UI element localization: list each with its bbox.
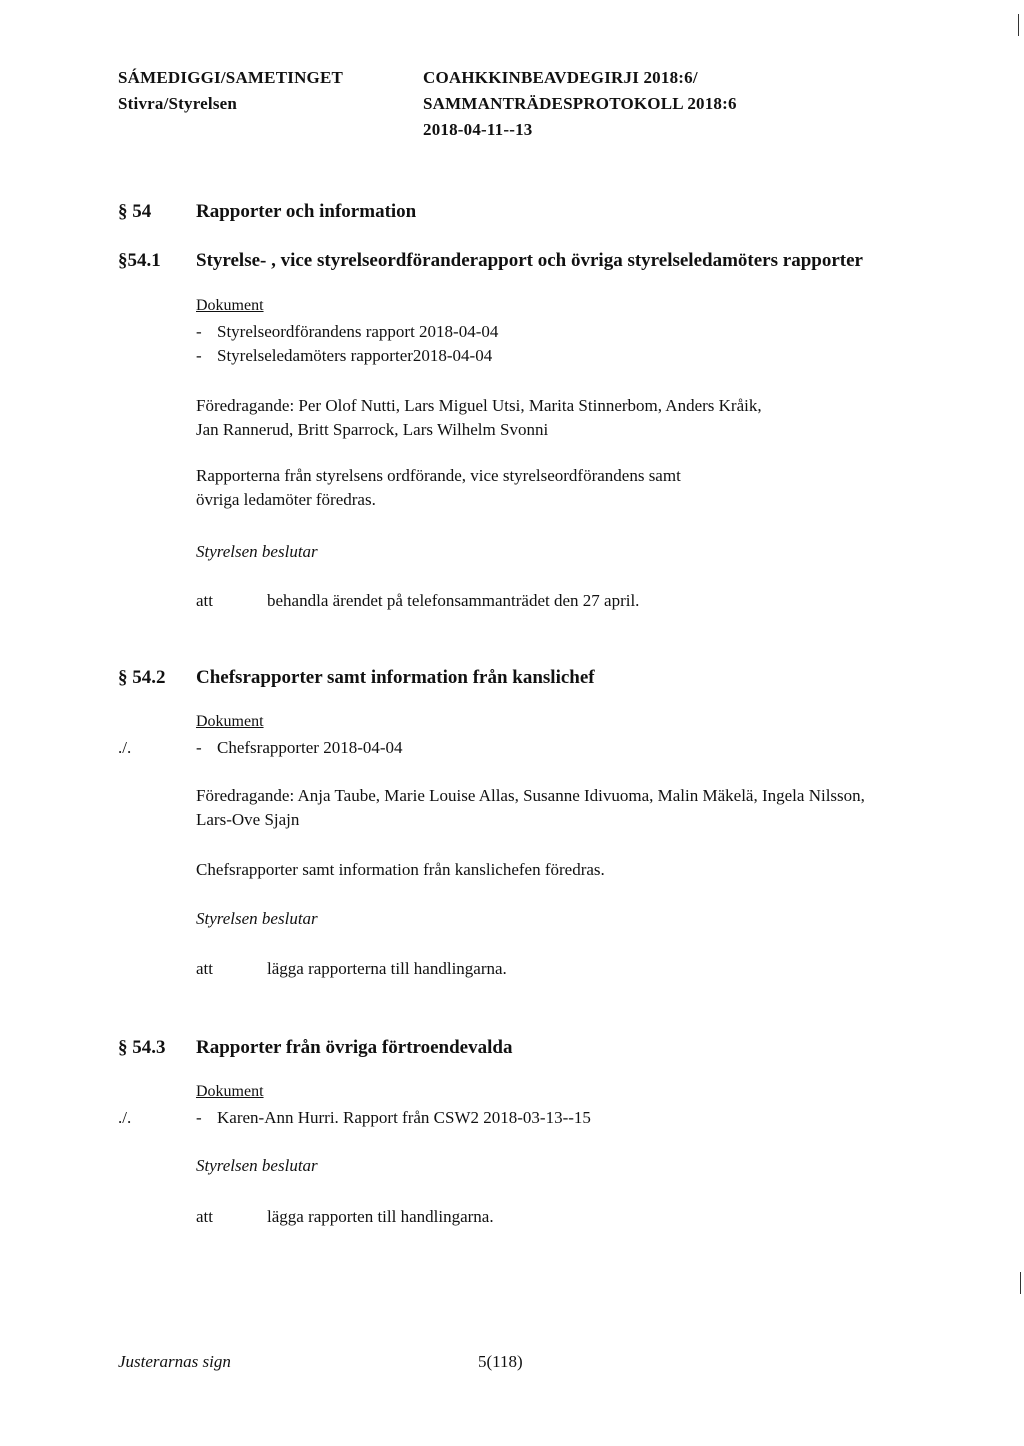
document-dash: - [196, 1108, 202, 1127]
page-number: 5(118) [478, 1352, 523, 1371]
organization-name: SÁMEDIGGI/SAMETINGET [118, 68, 344, 87]
subsection-title: Rapporter från övriga förtroendevalda [196, 1037, 513, 1058]
document-item: Styrelseledamöters rapporter2018-04-04 [217, 346, 493, 365]
presenters-line: Föredragande: Per Olof Nutti, Lars Miguel Utsi, Marita Stinnerbom, Anders Kråik, [196, 396, 762, 415]
document-dash: - [196, 738, 202, 757]
decision-text: behandla ärendet på telefonsammanträdet den 27 april. [267, 591, 640, 610]
body-text: Chefsrapporter samt information från kanslichefen föredras. [196, 860, 605, 879]
decision-label: Styrelsen beslutar [196, 542, 318, 561]
decision-text: lägga rapporterna till handlingarna. [267, 959, 507, 978]
presenters-line: Föredragande: Anja Taube, Marie Louise Allas, Susanne Idivuoma, Malin Mäkelä, Ingela Nilsson, [196, 786, 865, 805]
board-name: Stivra/Styrelsen [118, 94, 238, 113]
document-dash: - [196, 346, 202, 365]
scan-edge-mark [1020, 1272, 1021, 1294]
decision-label: Styrelsen beslutar [196, 1156, 318, 1175]
signature-label: Justerarnas sign [118, 1352, 231, 1371]
document-label: Dokument [196, 1083, 264, 1100]
subsection-title: Chefsrapporter samt information från kanslichef [196, 667, 595, 688]
document-item: Styrelseordförandens rapport 2018-04-04 [217, 322, 499, 341]
document-item: Karen-Ann Hurri. Rapport från CSW2 2018-03-13--15 [217, 1108, 591, 1127]
presenters-line: Jan Rannerud, Britt Sparrock, Lars Wilhelm Svonni [196, 420, 549, 439]
decision-label: Styrelsen beslutar [196, 909, 318, 928]
subsection-title: Styrelse- , vice styrelseordföranderapport och övriga styrelseledamöters rapporter [196, 250, 863, 271]
decision-att: att [196, 959, 213, 978]
meeting-date: 2018-04-11--13 [423, 120, 533, 139]
decision-att: att [196, 1207, 213, 1226]
document-label: Dokument [196, 297, 264, 314]
subsection-number: § 54.3 [118, 1037, 166, 1058]
protocol-title-sami: COAHKKINBEAVDEGIRJI 2018:6/ [423, 68, 698, 87]
decision-text: lägga rapporten till handlingarna. [267, 1207, 494, 1226]
document-item: Chefsrapporter 2018-04-04 [217, 738, 403, 757]
body-text: övriga ledamöter föredras. [196, 490, 376, 509]
attachment-mark: ./. [118, 738, 132, 757]
attachment-mark: ./. [118, 1108, 132, 1127]
section-number: § 54 [118, 201, 152, 222]
scan-edge-mark [1018, 14, 1019, 36]
document-dash: - [196, 322, 202, 341]
protocol-title-swedish: SAMMANTRÄDESPROTOKOLL 2018:6 [423, 94, 737, 113]
subsection-number: §54.1 [118, 250, 161, 271]
section-title: Rapporter och information [196, 201, 417, 222]
decision-att: att [196, 591, 213, 610]
subsection-number: § 54.2 [118, 667, 166, 688]
body-text: Rapporterna från styrelsens ordförande, vice styrelseordförandens samt [196, 466, 681, 485]
presenters-line: Lars-Ove Sjajn [196, 810, 300, 829]
document-label: Dokument [196, 713, 264, 730]
